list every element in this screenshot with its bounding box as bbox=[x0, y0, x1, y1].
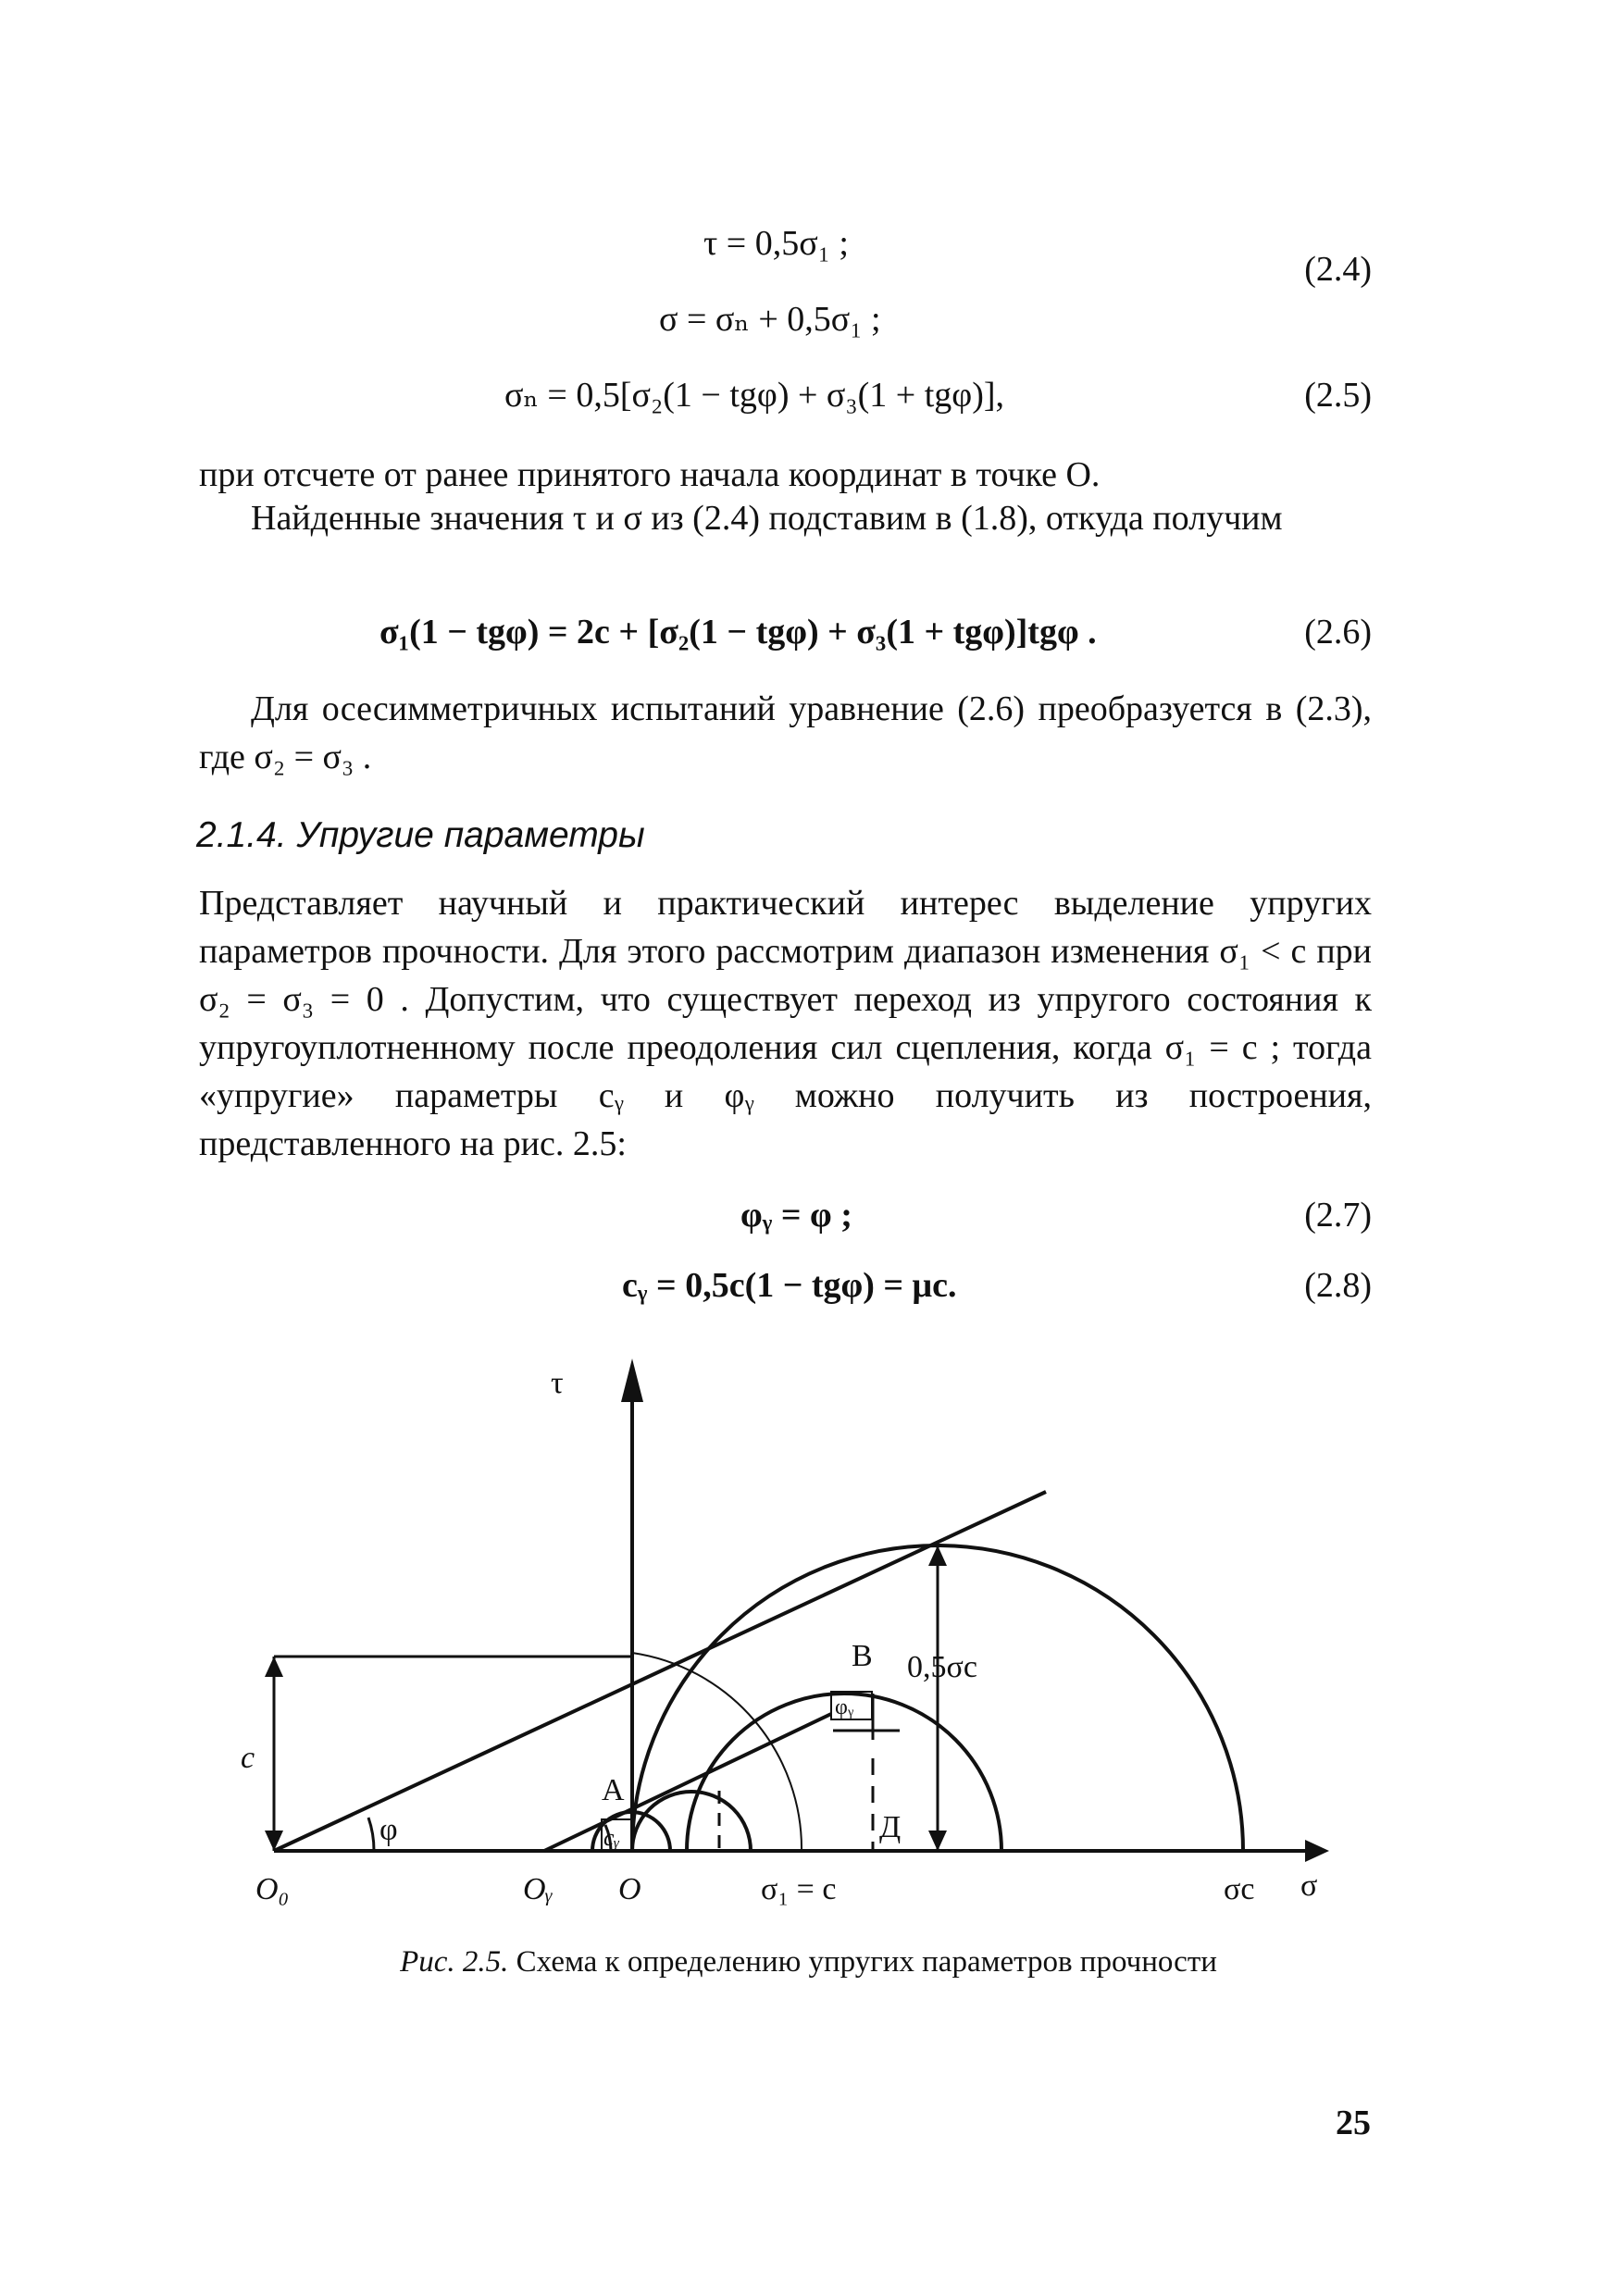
label-sigma1-c: σ₁ = c bbox=[761, 1872, 837, 1906]
label-sigma-c: σc bbox=[1224, 1872, 1255, 1906]
label-phi: φ bbox=[379, 1813, 398, 1847]
phi-angle-arc bbox=[368, 1818, 374, 1851]
page-number: 25 bbox=[1336, 2104, 1371, 2142]
sigma-axis-arrow bbox=[1305, 1840, 1329, 1862]
equation-tau: τ = 0,5σ₁ ; bbox=[703, 224, 849, 263]
equation-number-2-6: (2.6) bbox=[1304, 613, 1372, 652]
label-d: Д bbox=[879, 1810, 902, 1844]
label-phi-y: φᵧ bbox=[835, 1695, 854, 1719]
equation-2-8: cᵧ = 0,5c(1 − tgφ) = μc. bbox=[622, 1266, 957, 1305]
equation-sigma: σ = σₙ + 0,5σ₁ ; bbox=[659, 300, 881, 339]
equation-sigma-n: σₙ = 0,5[σ₂(1 − tgφ) + σ₃(1 + tgφ)], bbox=[504, 376, 1005, 415]
label-c: c bbox=[241, 1741, 255, 1775]
label-o: O bbox=[618, 1872, 641, 1906]
paragraph-elastic-text: Представляет научный и практический интерес выделение упругих параметров прочности. Для этого рассмотрим диапазон изменения σ₁ < c при σ₂ = σ₃ = 0 . Допустим, что существует переход из упругого состояния к упругоуплотненному после преодоления сил сцепления, когда σ₁ = c ; тогда «упругие» параметры cᵧ и φᵧ можно получить из построения, представленного на рис. 2.5: bbox=[199, 884, 1372, 1163]
equation-number-2-7: (2.7) bbox=[1304, 1196, 1372, 1235]
label-cy: cᵧ bbox=[603, 1824, 620, 1851]
equation-2-6: σ₁(1 − tgφ) = 2c + [σ₂(1 − tgφ) + σ₃(1 + tgφ)]tgφ . bbox=[379, 613, 1097, 652]
equation-2-7: φᵧ = φ ; bbox=[740, 1196, 852, 1235]
figure-caption-text: Схема к определению упругих параметров прочности bbox=[516, 1945, 1217, 1979]
label-a: A bbox=[602, 1773, 625, 1807]
label-o0: O₀ bbox=[255, 1872, 290, 1906]
equation-number-2-5: (2.5) bbox=[1304, 376, 1372, 415]
paragraph-substitute-text: Найденные значения τ и σ из (2.4) подставим в (1.8), откуда получим bbox=[251, 499, 1283, 538]
tau-axis-arrow bbox=[621, 1359, 643, 1402]
label-sigma: σ bbox=[1300, 1868, 1318, 1903]
figure-caption bbox=[0, 1943, 1617, 1980]
label-b: B bbox=[852, 1639, 873, 1673]
text-line-origin: при отсчете от ранее принятого начала координат в точке O. bbox=[199, 455, 1101, 494]
label-oy: Oᵧ bbox=[523, 1872, 554, 1906]
section-heading: 2.1.4. Упругие параметры bbox=[196, 815, 645, 855]
label-tau: τ bbox=[551, 1366, 564, 1400]
figure-caption-lead: Рис. 2.5. bbox=[400, 1945, 509, 1979]
equation-number-2-4: (2.4) bbox=[1304, 250, 1372, 289]
equation-number-2-8: (2.8) bbox=[1304, 1266, 1372, 1305]
paragraph-axisymmetric-text: Для осесимметричных испытаний уравнение (2.6) преобразуется в (2.3), где σ₂ = σ₃ . bbox=[199, 689, 1372, 776]
label-half-sigma-c: 0,5σc bbox=[907, 1650, 977, 1684]
